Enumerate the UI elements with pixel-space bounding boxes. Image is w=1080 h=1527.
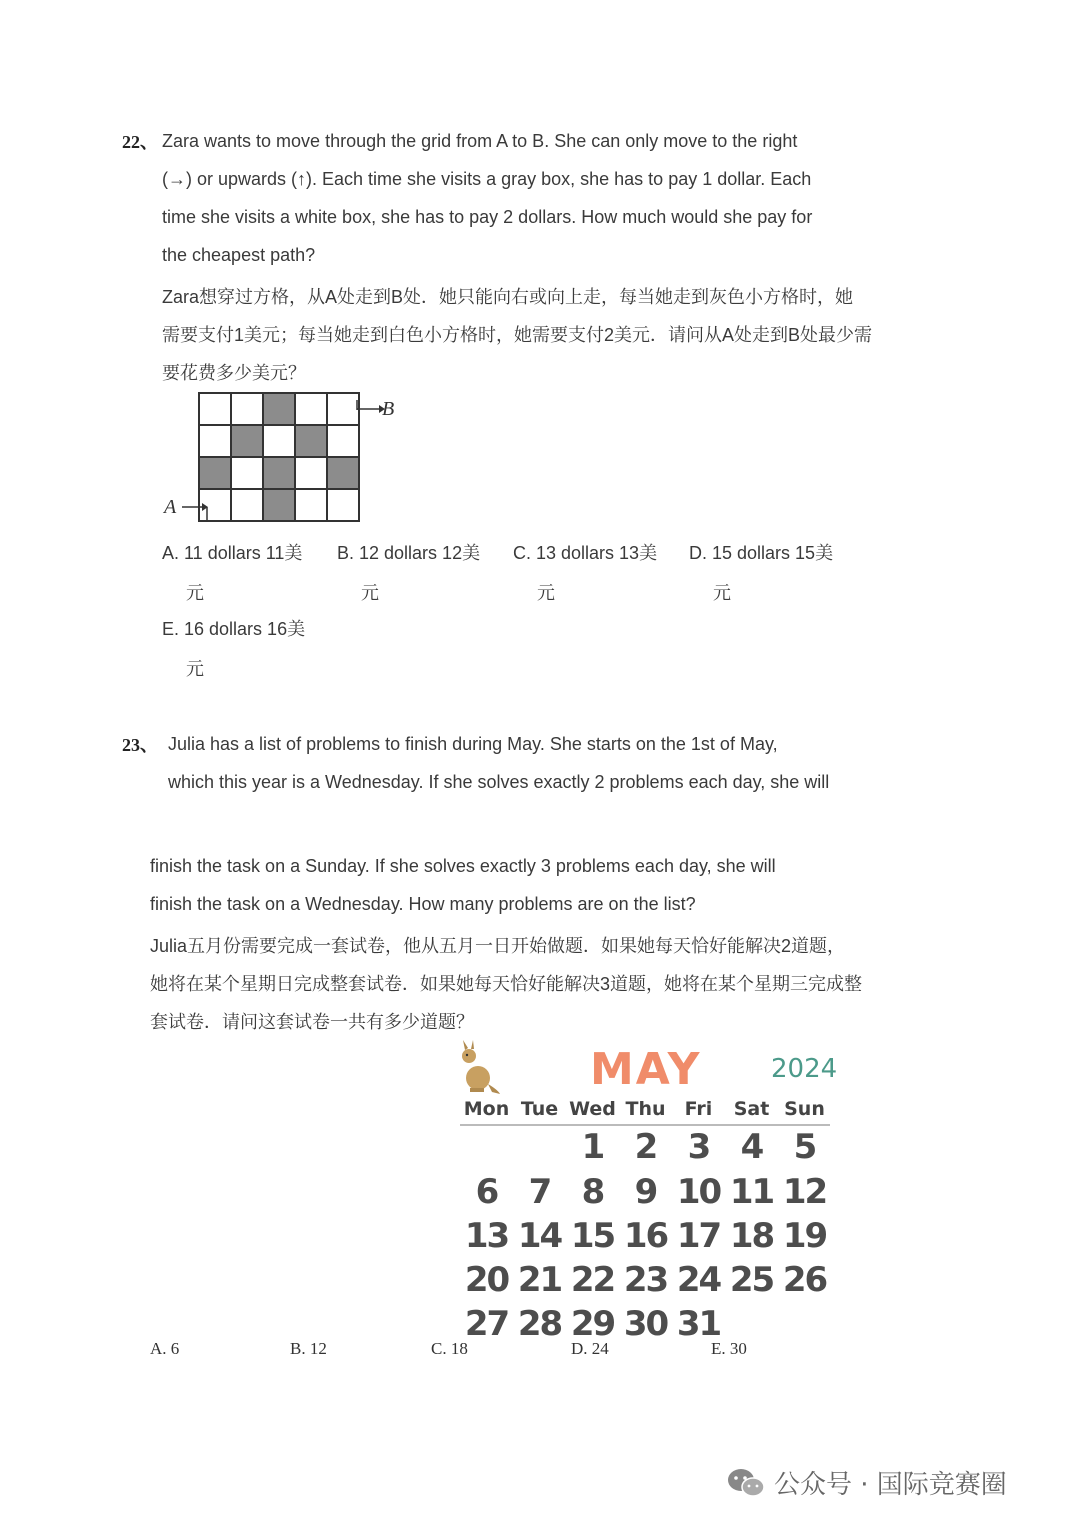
calendar-day: 18 [729,1216,774,1256]
calendar-day: 20 [464,1260,509,1300]
calendar-day: 7 [528,1172,551,1212]
q22-option-c-cont: 元 [537,583,555,603]
watermark [726,1464,1007,1501]
calendar-month: MAY [590,1044,702,1095]
calendar-day: 28 [517,1304,562,1344]
day-name: Fri [684,1098,713,1120]
day-name: Sat [733,1098,770,1120]
q22-number: 22、 [122,132,158,152]
q22-option-b: B. 12 dollars 12美 [337,543,481,563]
day-name: Tue [520,1098,559,1120]
q22-option-a: A. 11 dollars 11美 [162,543,303,563]
may-calendar [448,1036,838,1344]
arrow-from-a-icon [180,498,210,524]
q23-option-e: E. 30 [711,1339,747,1358]
day-name: Sun [784,1098,825,1120]
q23-option-d: D. 24 [571,1339,609,1358]
calendar-day: 30 [623,1304,668,1344]
q22-zh-line-3: 要花费多少美元？ [162,363,306,383]
q22-en-line-1: Zara wants to move through the grid from A to B. She can only move to the right [162,131,798,151]
q22-en-line-4: the cheapest path? [162,245,316,265]
label-b: B [382,398,395,420]
q22-en-line-3: time she visits a white box, she has to pay 2 dollars. How much would she pay for [162,207,813,227]
calendar-day: 10 [676,1172,721,1212]
calendar-day: 5 [793,1127,816,1167]
calendar-week-row [460,1214,831,1258]
calendar-year: 2024 [771,1054,838,1084]
calendar-day: 12 [782,1172,827,1212]
calendar-day: 11 [729,1172,774,1212]
calendar-day: 23 [623,1260,668,1300]
q22-en-line-2: (→) or upwards (↑). Each time she visits a gray box, she has to pay 1 dollar. Each [162,169,812,189]
calendar-day: 29 [570,1304,615,1344]
calendar-week-row [460,1258,831,1302]
path-grid [198,392,360,522]
calendar-day: 19 [782,1216,827,1256]
calendar-week-row [460,1302,831,1346]
day-name: Wed [569,1098,616,1120]
q23-zh-line-1: Julia五月份需要完成一套试卷，他从五月一日开始做题．如果她每天恰好能解决2道题， [150,936,846,956]
q22-option-b-cont: 元 [361,583,379,603]
calendar-day: 14 [517,1216,562,1256]
q22-option-e: E. 16 dollars 16美 [162,619,306,639]
q23-en-line-1: Julia has a list of problems to finish during May. She starts on the 1st of May, [168,734,778,754]
calendar-day: 21 [517,1260,562,1300]
calendar-day: 26 [782,1260,827,1300]
kangaroo-icon [452,1038,502,1096]
calendar-day: 24 [676,1260,721,1300]
watermark-text: 公众号 · 国际竞赛圈 [774,1470,1007,1500]
calendar-day: 15 [570,1216,615,1256]
calendar-day: 22 [570,1260,615,1300]
q23-en-line-3: finish the task on a Sunday. If she solves exactly 3 problems each day, she will [150,856,776,876]
calendar-day: 9 [634,1172,657,1212]
calendar-day: 4 [740,1127,763,1167]
q23-option-a: A. 6 [150,1339,180,1358]
calendar-day: 25 [729,1260,774,1300]
calendar-week-row [460,1124,831,1170]
q23-en-line-2: which this year is a Wednesday. If she solves exactly 2 problems each day, she will [168,772,830,792]
calendar-day: 8 [581,1172,604,1212]
q23-option-c: C. 18 [431,1339,468,1358]
q22-option-d: D. 15 dollars 15美 [689,543,834,563]
calendar-day: 17 [676,1216,721,1256]
wechat-icon [726,1466,766,1500]
calendar-day: 13 [464,1216,509,1256]
calendar-week-row [460,1170,831,1214]
calendar-weeks [460,1124,831,1346]
arrow-to-b-icon [355,398,385,420]
q22-zh-line-1: Zara想穿过方格，从A处走到B处．她只能向右或向上走，每当她走到灰色小方格时，她 [162,287,854,307]
q22-option-e-cont: 元 [186,659,204,679]
calendar-day: 6 [475,1172,498,1212]
day-name: Mon [463,1098,510,1120]
calendar-day: 16 [623,1216,668,1256]
q23-zh-line-3: 套试卷．请问这套试卷一共有多少道题？ [150,1012,474,1032]
day-name: Thu [625,1098,666,1120]
calendar-day: 3 [687,1127,710,1167]
q23-en-line-4: finish the task on a Wednesday. How many problems are on the list? [150,894,696,914]
q23-number: 23、 [122,735,158,755]
calendar-day: 27 [464,1304,509,1344]
q23-option-b: B. 12 [290,1339,327,1358]
q22-option-d-cont: 元 [713,583,731,603]
q22-option-c: C. 13 dollars 13美 [513,543,658,563]
label-a: A [164,496,177,518]
calendar-day: 1 [581,1127,604,1167]
calendar-day: 31 [676,1304,721,1344]
q22-option-a-cont: 元 [186,583,204,603]
q23-zh-line-2: 她将在某个星期日完成整套试卷．如果她每天恰好能解决3道题，她将在某个星期三完成整 [150,974,863,994]
calendar-day-names [460,1098,831,1120]
q22-zh-line-2: 需要支付1美元；每当她走到白色小方格时，她需要支付2美元．请问从A处走到B处最少需 [162,325,873,345]
calendar-day: 2 [634,1127,657,1167]
